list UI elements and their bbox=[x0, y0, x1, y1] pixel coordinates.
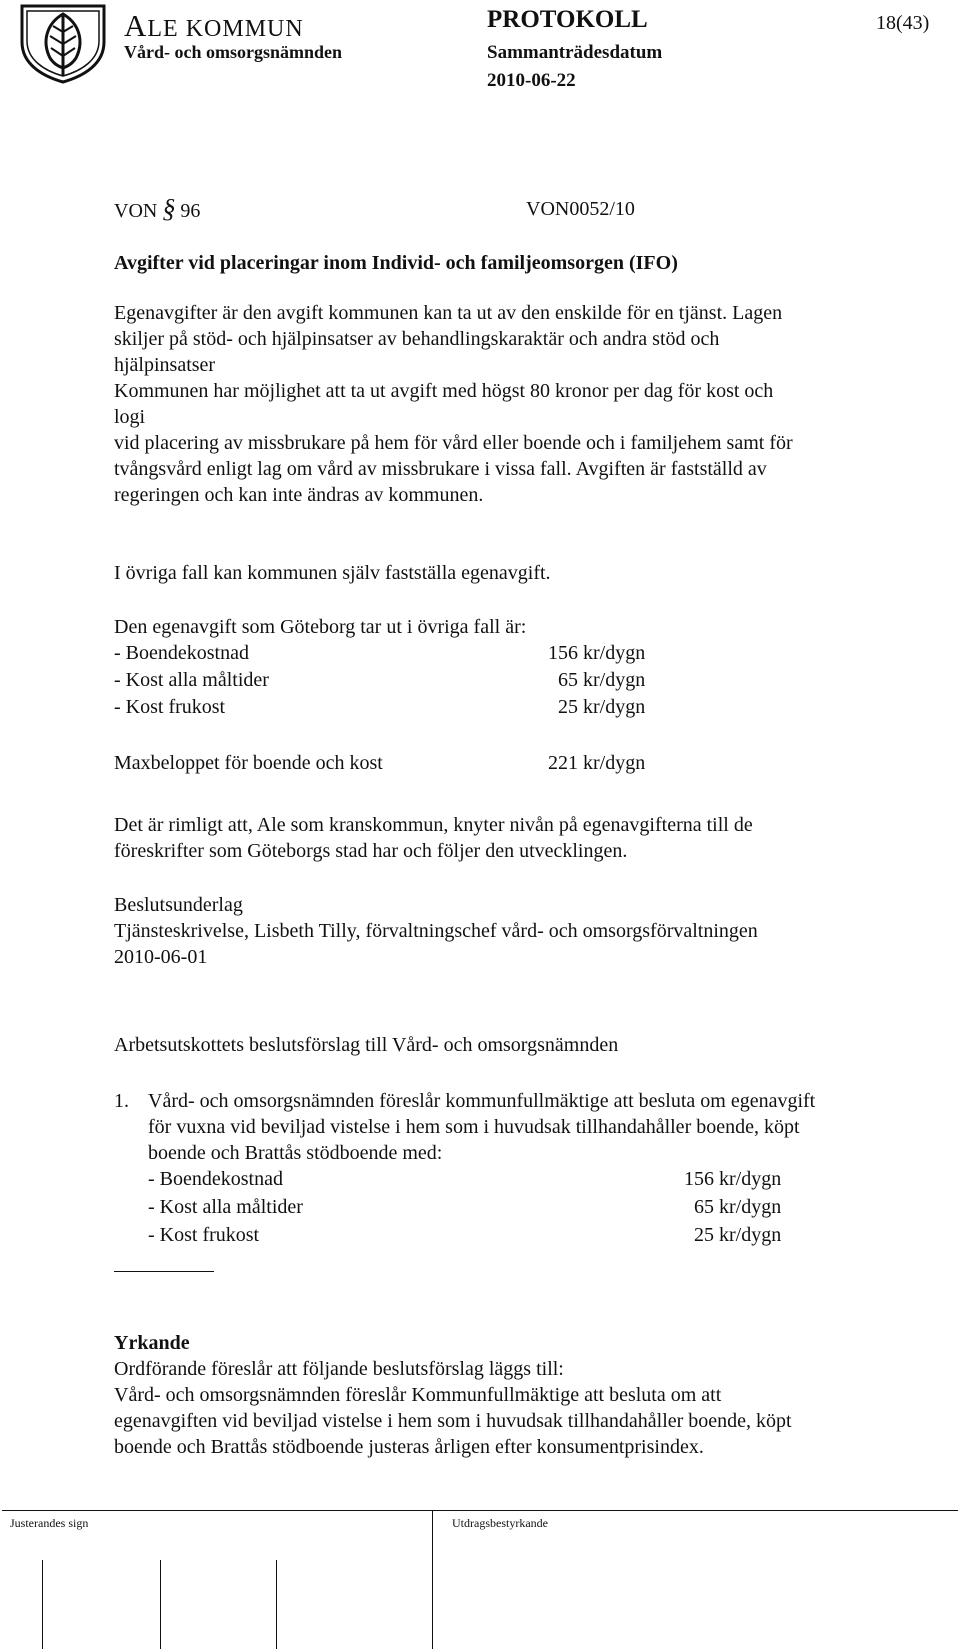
fee-value: 65 kr/dygn bbox=[694, 1196, 782, 1218]
paragraph-line: boende och Brattås stödboende justeras årligen efter konsumentprisindex. bbox=[114, 1436, 704, 1458]
proposal-number: 1. bbox=[114, 1090, 129, 1112]
fee-value: 156 kr/dygn bbox=[684, 1168, 782, 1190]
signature-box-divider bbox=[42, 1560, 43, 1649]
reasoning-paragraph bbox=[114, 812, 753, 864]
paragraph-line: Vård- och omsorgsnämnden föreslår Kommunfullmäktige att besluta om att bbox=[114, 1384, 722, 1406]
organization-name: ALE KOMMUN bbox=[124, 8, 304, 43]
meeting-date: 2010-06-22 bbox=[487, 70, 576, 91]
motion-heading: Yrkande bbox=[114, 1332, 190, 1354]
max-amount-value: 221 kr/dygn bbox=[548, 752, 646, 774]
fee-label: - Kost frukost bbox=[148, 1224, 260, 1246]
other-cases-text: I övriga fall kan kommunen själv fastställa egenavgift. bbox=[114, 562, 551, 584]
max-amount-label: Maxbeloppet för boende och kost bbox=[114, 752, 383, 774]
section-divider bbox=[114, 1271, 214, 1272]
fee-value: 156 kr/dygn bbox=[548, 642, 646, 664]
item-title: Avgifter vid placeringar inom Individ- och familjeomsorgen (IFO) bbox=[114, 252, 678, 274]
paragraph-line: logi bbox=[114, 406, 146, 428]
signature-box-divider bbox=[276, 1560, 277, 1649]
fee-value: 25 kr/dygn bbox=[694, 1224, 782, 1246]
paragraph-line: regeringen och kan inte ändras av kommunen. bbox=[114, 484, 484, 506]
fee-label: - Boendekostnad bbox=[114, 642, 249, 664]
signature-label: Justerandes sign bbox=[10, 1516, 89, 1530]
gothenburg-heading: Den egenavgift som Göteborg tar ut i övriga fall är: bbox=[114, 616, 527, 638]
paragraph-line: tvångsvård enligt lag om vård av missbrukare i vissa fall. Avgiften är fastställd av bbox=[114, 458, 767, 480]
basis-document: Tjänsteskrivelse, Lisbeth Tilly, förvaltningschef vård- och omsorgsförvaltningen bbox=[114, 920, 758, 942]
paragraph-line: Egenavgifter är den avgift kommunen kan ta ut av den enskilde för en tjänst. Lagen bbox=[114, 302, 783, 324]
fee-label: - Kost alla måltider bbox=[148, 1196, 303, 1218]
motion-text bbox=[114, 1356, 792, 1460]
fee-label: - Boendekostnad bbox=[148, 1168, 283, 1190]
proposal-heading: Arbetsutskottets beslutsförslag till Vård- och omsorgsnämnden bbox=[114, 1034, 619, 1056]
basis-date: 2010-06-01 bbox=[114, 946, 208, 968]
item-number: VON § 96 bbox=[114, 194, 201, 223]
fee-label: - Kost alla måltider bbox=[114, 669, 269, 691]
intro-paragraph bbox=[114, 300, 793, 508]
document-type: PROTOKOLL bbox=[487, 6, 648, 33]
meeting-date-label: Sammanträdesdatum bbox=[487, 42, 663, 63]
fee-value: 25 kr/dygn bbox=[558, 696, 646, 718]
fee-label: - Kost frukost bbox=[114, 696, 226, 718]
paragraph-line: Ordförande föreslår att följande beslutsförslag läggs till: bbox=[114, 1358, 564, 1380]
basis-heading: Beslutsunderlag bbox=[114, 894, 243, 916]
page-number: 18(43) bbox=[876, 12, 930, 34]
decision-basis bbox=[114, 892, 758, 970]
paragraph-line: föreskrifter som Göteborgs stad har och följer den utvecklingen. bbox=[114, 840, 628, 862]
paragraph-line: Det är rimligt att, Ale som kranskommun, knyter nivån på egenavgifterna till de bbox=[114, 814, 753, 836]
certification-label: Utdragsbestyrkande bbox=[452, 1516, 548, 1530]
paragraph-line: Vård- och omsorgsnämnden föreslår kommunfullmäktige att besluta om egenavgift bbox=[148, 1090, 816, 1112]
paragraph-line: boende och Brattås stödboende med: bbox=[148, 1142, 443, 1164]
footer-center-divider bbox=[432, 1510, 433, 1649]
proposal-text bbox=[148, 1088, 815, 1166]
committee-name: Vård- och omsorgsnämnden bbox=[124, 42, 343, 62]
paragraph-line: vid placering av missbrukare på hem för vård eller boende och i familjehem samt för bbox=[114, 432, 793, 454]
paragraph-line: skiljer på stöd- och hjälpinsatser av behandlingskaraktär och andra stöd och bbox=[114, 328, 720, 350]
paragraph-line: Kommunen har möjlighet att ta ut avgift med högst 80 kronor per dag för kost och bbox=[114, 380, 774, 402]
fee-value: 65 kr/dygn bbox=[558, 669, 646, 691]
municipality-shield-logo bbox=[18, 2, 108, 84]
footer-top-rule bbox=[2, 1510, 958, 1511]
signature-box-divider bbox=[160, 1560, 161, 1649]
paragraph-line: hjälpinsatser bbox=[114, 354, 216, 376]
paragraph-line: för vuxna vid beviljad vistelse i hem som i huvudsak tillhandahåller boende, köpt bbox=[148, 1116, 800, 1138]
paragraph-line: egenavgiften vid beviljad vistelse i hem som i huvudsak tillhandahåller boende, köpt bbox=[114, 1410, 792, 1432]
case-id: VON0052/10 bbox=[526, 198, 635, 220]
